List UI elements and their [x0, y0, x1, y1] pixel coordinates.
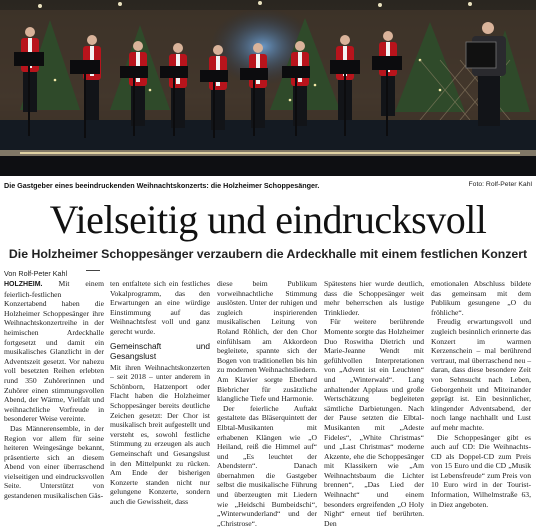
photo-caption: Die Gastgeber eines beeindruckenden Weihnachtskonzerts: die Holzheimer Schoppesänger. — [4, 181, 320, 190]
subheadline: Die Holzheimer Schoppesänger verzaubern die Ardeckhalle mit einem festlichen Konzert — [8, 247, 528, 261]
paragraph: Der feierliche Auftakt gestaltete das Bläserquintett der Elbtal-Musikanten mit erhabenen Klängen wie „O Heiland, reiß die Himmel auf“ und „Es leuchtet der Abendstern“. Danach übernahmen die Gastgeber selbst die musikalische Führung und überzeugten mit Liedern wie „Heidschi Bumbeidschi“, „Winterwunderland“ und der „Christrose“. — [217, 403, 317, 528]
concert-photo — [0, 0, 536, 176]
paragraph: diese beim Publikum vorweihnachtliche Stimmung auslösten. Unter der ruhigen und zugleich inspirierenden musikalischen Leitung von Roland Röhlich, der den Chor einfühlsam am Akkordeon begleitete, spannte sich der Bogen von traditionellen bis hin zu modernen Weihnachtsliedern. Am Klavier sorgte Eberhard Biebricher für zusätzliche klangliche Tiefe und Harmonie. — [217, 279, 317, 404]
article-column-5 — [431, 279, 531, 509]
singer-figure — [209, 45, 227, 130]
dateline: HOLZHEIM. — [4, 281, 43, 288]
paragraph: Mit ihren Weihnachtskonzerten – seit 2018 – unter anderem in Schönborn, Hatzenport oder Flacht haben die Holzheimer Schoppesänger bereits deutliche Zeichen gesetzt: Der Chor ist musikalisch breit aufgestellt und versteht es, sowohl festliche Stimmung zu erzeugen als auch Gemeinschaft und Gesangslust in den Mittelpunkt zu rücken. Am Ende der bisherigen Konzerte standen nicht nur gelungene Konzerte, sondern auch die Gewissheit, dass — [110, 362, 210, 506]
headline: Vielseitig und eindrucksvoll — [49, 197, 487, 242]
paragraph: Für weitere berührende Momente sorgte das Holzheimer Duo Roswitha Dietrich und Marie-Jeanne Wendt mit gefühlvollen Interpretationen von „Advent ist ein Leuchten“ und „Winterwald“. Lang anhaltender Applaus und große Wertschätzung begleiteten sämtliche Darbietungen. Nach der Pause setzten die Elbtal-Musikanten mit „Adeste Fideles“, „White Christmas“ und „Last Christmas“ moderne Akzente, ehe die Schoppesänger mit Klassikern wie „Am Weihnachtsbaum die Lichter brennen“, „Das Lied der Weihnacht“ und einem besonders ergreifenden „O Holy Night“ erneut tief berührten. Den — [324, 317, 424, 528]
singer-figure — [249, 43, 267, 128]
paragraph: Die Schoppesänger gibt es auch auf CD: Die Weihnachts-CD als Doppel-CD zum Preis von 15 Euro und die CD „Musik ist Lebensfreude“ zum Preis von 10 Euro wird in der Tourist-Information, Wilhelmstraße 63, in Diez angeboten. — [431, 432, 531, 509]
paragraph: Freudig erwartungsvoll und zugleich besinnlich erinnerte das Konzert im warmen Kerzenschein – mal berührend vertraut, mal überraschend neu – daran, dass diese besondere Zeit von Sehnsucht nach Leben, Geborgenheit und Miteinander geprägt ist. Ein besinnlicher, klingender Adventsabend, der noch lange nachhallt und Lust auf mehr machte. — [431, 317, 531, 432]
paragraph-text: Mit einem feierlich-festlichen Konzertabend haben die Holzheimer Schoppesänger ihre Weihnachtskonzertreihe in der heimischen Ardeckhalle fortgesetzt und damit ein musikalisches Glanzlicht in der Adventszeit gesetzt. Vor nahezu voll besetzten Reihen erlebten rund 350 Zuhörerinnen und Zuhörer einen stimmungsvollen Abend, der Wärme, Vielfalt und weihnachtliche Vorfreude in besonderer Weise vereinte. — [4, 279, 104, 424]
section-heading: Gemeinschaft und Gesangslust — [110, 340, 210, 361]
paragraph: Das Männerensemble, in der Region vor allem für seine heiteren Weingesänge bekannt, präsentierte sich an diesem Abend von einer überraschend vielseitigen und eindrucksvollen Seite. Unterstützt von gestandenen musikalischen Gäs- — [4, 423, 104, 501]
paragraph — [4, 279, 104, 424]
author-byline: Von Rolf-Peter Kahl — [4, 269, 68, 278]
singer-figure — [291, 41, 309, 126]
paragraph: emotionalen Abschluss bildete das gemeinsam mit dem Publikum gesungene „O du fröhliche“. — [431, 279, 531, 317]
singer-figure — [169, 43, 187, 128]
paragraph: Spätestens hier wurde deutlich, dass die Schoppesänger weit mehr beherrschen als lustige Trinklieder. — [324, 279, 424, 317]
photo-credit: Foto: Rolf-Peter Kahl — [468, 181, 532, 188]
byline-rule — [86, 270, 100, 271]
article-column-4 — [324, 279, 424, 528]
article-column-2 — [110, 279, 210, 506]
article-column-3 — [217, 279, 317, 528]
paragraph: ten entfaltete sich ein festliches Vokalprogramm, das den Erwartungen an eine würdige Einstimmung auf das Weihnachtsfest voll und ganz gerecht wurde. — [110, 279, 210, 336]
singer-figure — [129, 41, 147, 126]
article-column-1 — [4, 279, 104, 501]
